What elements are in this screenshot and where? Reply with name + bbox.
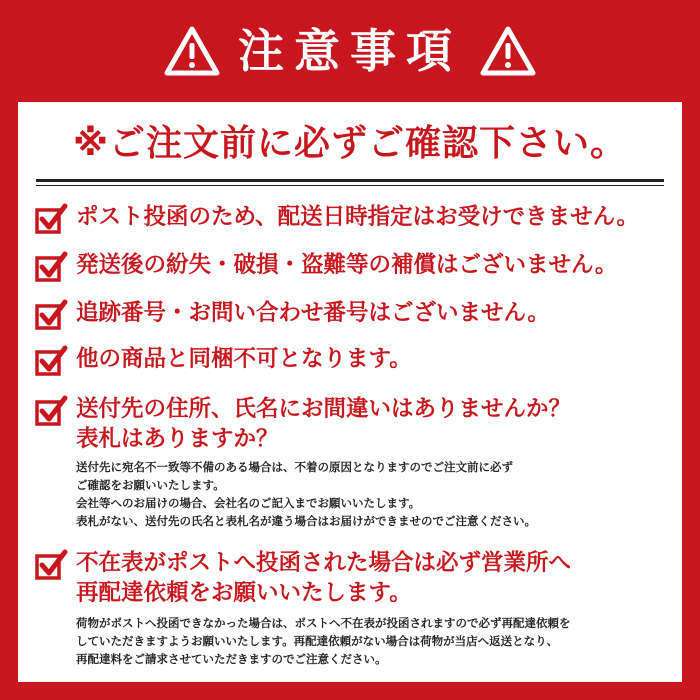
item-text: 追跡番号・お問い合わせ番号はございません。 <box>76 300 550 326</box>
checkbox-checked-icon <box>34 344 68 378</box>
item-note: していただきますようお願いいたします。再配達依頼がない場合は荷物が当店へ返送となり、 <box>76 634 559 648</box>
item-note: 再配達料をご請求させていただきますのでご注意ください。 <box>76 652 387 666</box>
item-text: ポスト投函のため、配送日時指定はお受けできません。 <box>76 204 639 230</box>
checkbox-checked-icon <box>34 202 68 236</box>
item-note: 会社等へのお届けの場合、会社名のご記入までお願いいたします。 <box>76 496 421 510</box>
item-text: 送付先の住所、氏名にお間違いはありませんか？ <box>76 396 572 422</box>
checkbox-checked-icon <box>34 394 68 428</box>
checkbox-checked-icon <box>34 250 68 284</box>
item-text: 他の商品と同梱不可となります。 <box>76 346 412 372</box>
checkbox-checked-icon <box>34 548 68 582</box>
item-text: 表札はありますか？ <box>76 426 279 452</box>
warning-triangle-icon <box>480 26 536 76</box>
divider <box>36 185 664 186</box>
page-title: 注意事項 <box>238 24 462 78</box>
item-note: 荷物がポストへ投函できなかった場合は、ポストへ不在表が投函されますので必ず再配達依頼を <box>76 616 571 630</box>
item-text: 不在表がポストへ投函された場合は必ず営業所へ <box>76 550 572 576</box>
item-note: ご確認をお願いいたします。 <box>76 478 225 492</box>
warning-triangle-icon <box>164 26 220 76</box>
item-note: 表札がない、送付先の氏名と表札名が違う場合はお届けができませのでご注意ください。 <box>76 514 536 528</box>
subtitle: ※ご注文前に必ずご確認下さい。 <box>73 123 627 164</box>
header-bar <box>0 0 700 102</box>
item-text: 発送後の紛失・破損・盗難等の補償はございません。 <box>76 252 618 278</box>
checkbox-checked-icon <box>34 298 68 332</box>
item-text: 再配達依頼をお願いいたします。 <box>76 580 412 606</box>
item-note: 送付先に宛名不一致等不備のある場合は、不着の原因となりますのでご注文前に必ず <box>76 460 513 474</box>
notice-panel <box>18 102 682 682</box>
divider <box>36 179 664 182</box>
